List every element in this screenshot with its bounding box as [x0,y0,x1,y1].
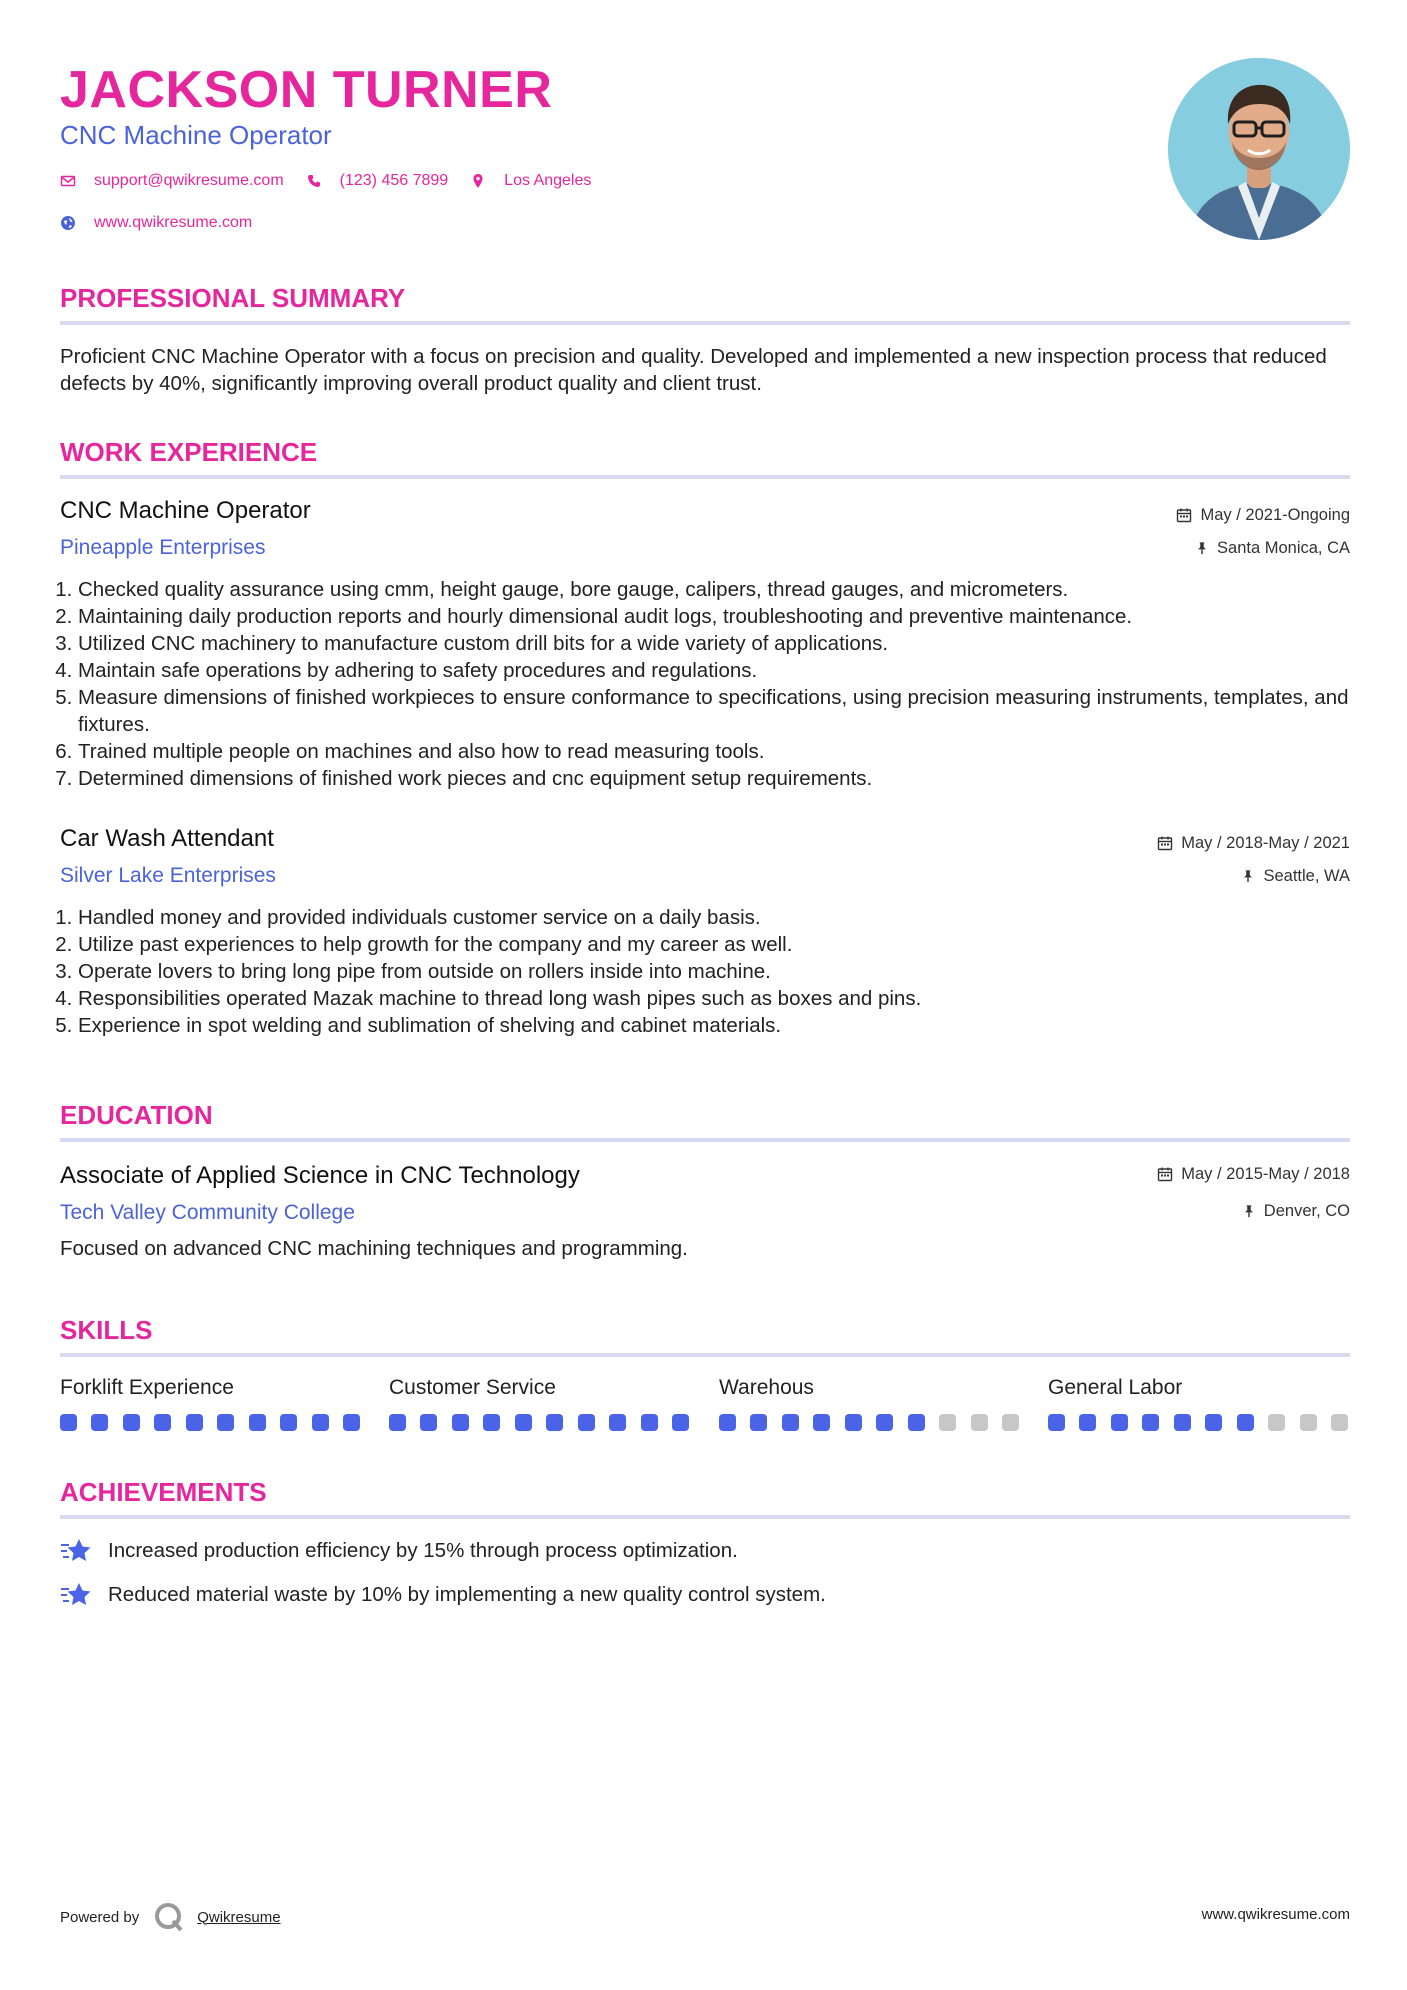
location-text: Los Angeles [504,172,592,189]
skill-dot-filled [546,1414,563,1431]
skills-heading: SKILLS [60,1315,153,1345]
list-item: 1. Checked quality assurance using cmm, height gauge, bore gauge, calipers, thread gauges, and micrometers. [78,576,1368,603]
email-link[interactable]: support@qwikresume.com [94,172,284,189]
job-responsibilities [60,576,1368,792]
list-item: 5. Experience in spot welding and sublimation of shelving and cabinet materials. [78,1012,1368,1039]
achievement-text: Increased production efficiency by 15% through process optimization. [108,1539,738,1562]
skill-dot-filled [578,1414,595,1431]
skill-dot-filled [249,1414,266,1431]
qwikresume-link[interactable]: Qwikresume [197,1908,281,1926]
list-item: 1. Handled money and provided individuals customer service on a daily basis. [78,904,1368,931]
job-location [1241,865,1350,887]
list-item: 2. Utilize past experiences to help growth for the company and my career as well. [78,931,1368,958]
skill-dot-empty [1300,1414,1317,1431]
calendar-icon [1157,835,1173,851]
skill-item [719,1374,1019,1431]
candidate-title: CNC Machine Operator [60,120,332,150]
job-company: Silver Lake Enterprises [60,864,276,887]
candidate-name: JACKSON TURNER [60,61,553,119]
job-dates [1176,504,1350,526]
education-location-text: Denver, CO [1263,1202,1350,1220]
list-item: 3. Operate lovers to bring long pipe from outside on rollers inside into machine. [78,958,1368,985]
skill-dot-empty [1002,1414,1019,1431]
job-title: CNC Machine Operator [60,497,311,524]
achievement-text: Reduced material waste by 10% by implementing a new quality control system. [108,1583,826,1606]
skill-item [389,1374,689,1431]
achievement-item [60,1537,738,1565]
skill-dot-filled [1205,1414,1222,1431]
skill-dot-filled [186,1414,203,1431]
job-company: Pineapple Enterprises [60,536,266,559]
skill-dot-filled [91,1414,108,1431]
section-divider [60,1353,1350,1357]
globe-icon [60,215,76,231]
skill-level-dots [389,1414,689,1431]
pushpin-icon [1241,869,1255,883]
envelope-icon [60,173,76,189]
skill-dot-empty [1268,1414,1285,1431]
contact-row-primary [60,172,613,190]
star-icon [60,1581,92,1609]
skill-dot-filled [750,1414,767,1431]
map-pin-icon [470,173,486,189]
pushpin-icon [1195,541,1209,555]
skill-dot-filled [1079,1414,1096,1431]
skill-level-dots [719,1414,1019,1431]
education-location [1242,1200,1350,1222]
skill-dot-filled [782,1414,799,1431]
skill-item [1048,1374,1348,1431]
list-item: 5. Measure dimensions of finished workpieces to ensure conformance to specifications, using precision measuring instruments, templates, and fixtures. [78,684,1368,738]
skill-level-dots [60,1414,360,1431]
summary-text: Proficient CNC Machine Operator with a focus on precision and quality. Developed and implemented a new inspection process that reduced defects by 40%, significantly improving overall product quality and client trust. [60,345,1327,395]
degree-title: Associate of Applied Science in CNC Technology [60,1162,580,1189]
contact-row-secondary [60,214,274,232]
section-divider [60,1138,1350,1142]
skill-dot-filled [609,1414,626,1431]
avatar-illustration [1168,58,1350,240]
skill-name: Warehous [719,1376,814,1399]
education-dates-text: May / 2015-May / 2018 [1181,1165,1350,1183]
qwikresume-logo-icon [153,1901,185,1933]
skill-dot-empty [939,1414,956,1431]
skill-dot-filled [672,1414,689,1431]
footer-powered-by [60,1901,281,1933]
skill-dot-filled [515,1414,532,1431]
powered-by-label: Powered by [60,1908,140,1926]
skill-dot-filled [908,1414,925,1431]
skill-dot-filled [1142,1414,1159,1431]
list-item: 7. Determined dimensions of finished work pieces and cnc equipment setup requirements. [78,765,1368,792]
skill-dot-filled [845,1414,862,1431]
skill-dot-filled [123,1414,140,1431]
list-item: 2. Maintaining daily production reports and hourly dimensional audit logs, troubleshooting and preventive maintenance. [78,603,1368,630]
list-item: 3. Utilized CNC machinery to manufacture custom drill bits for a wide variety of applications. [78,630,1368,657]
list-item: 6. Trained multiple people on machines and also how to read measuring tools. [78,738,1368,765]
experience-heading: WORK EXPERIENCE [60,437,318,467]
list-item: 4. Responsibilities operated Mazak machine to thread long wash pipes such as boxes and pins. [78,985,1368,1012]
job-location-text: Seattle, WA [1263,867,1350,885]
job-location-text: Santa Monica, CA [1217,539,1350,557]
job-title: Car Wash Attendant [60,825,274,852]
phone-number[interactable]: (123) 456 7899 [339,172,449,189]
job-location [1195,537,1350,559]
job-dates [1157,832,1350,854]
skill-dot-filled [420,1414,437,1431]
skill-dot-filled [1048,1414,1065,1431]
footer-website-link[interactable]: www.qwikresume.com [1201,1906,1350,1923]
website-link[interactable]: www.qwikresume.com [94,214,253,231]
skill-dot-empty [1331,1414,1348,1431]
pushpin-icon [1242,1204,1256,1218]
skill-dot-filled [641,1414,658,1431]
skill-dot-filled [719,1414,736,1431]
skill-name: General Labor [1048,1376,1183,1399]
skill-dot-filled [1111,1414,1128,1431]
job-dates-text: May / 2018-May / 2021 [1181,834,1350,852]
skill-dot-empty [971,1414,988,1431]
skill-dot-filled [1237,1414,1254,1431]
skill-dot-filled [483,1414,500,1431]
skill-dot-filled [154,1414,171,1431]
skill-dot-filled [452,1414,469,1431]
skill-level-dots [1048,1414,1348,1431]
section-divider [60,1515,1350,1519]
achievement-item [60,1581,826,1609]
skill-dot-filled [217,1414,234,1431]
resume-page [60,0,1350,1990]
star-icon [60,1537,92,1565]
skill-item [60,1374,360,1431]
school-name: Tech Valley Community College [60,1201,355,1224]
education-description: Focused on advanced CNC machining techniques and programming. [60,1237,688,1260]
skill-dot-filled [60,1414,77,1431]
phone-icon [306,173,322,189]
skill-dot-filled [312,1414,329,1431]
skill-dot-filled [1174,1414,1191,1431]
skill-dot-filled [389,1414,406,1431]
skill-dot-filled [280,1414,297,1431]
skill-dot-filled [813,1414,830,1431]
job-responsibilities [60,904,1368,1039]
skill-name: Forklift Experience [60,1376,234,1399]
skill-dot-filled [876,1414,893,1431]
skill-name: Customer Service [389,1376,556,1399]
education-dates [1157,1163,1350,1185]
calendar-icon [1157,1166,1173,1182]
section-divider [60,475,1350,479]
job-dates-text: May / 2021-Ongoing [1200,506,1350,524]
calendar-icon [1176,507,1192,523]
achievements-heading: ACHIEVEMENTS [60,1477,267,1507]
profile-photo [1168,58,1350,240]
skill-dot-filled [343,1414,360,1431]
list-item: 4. Maintain safe operations by adhering to safety procedures and regulations. [78,657,1368,684]
section-divider [60,321,1350,325]
education-heading: EDUCATION [60,1100,213,1130]
summary-heading: PROFESSIONAL SUMMARY [60,283,406,313]
